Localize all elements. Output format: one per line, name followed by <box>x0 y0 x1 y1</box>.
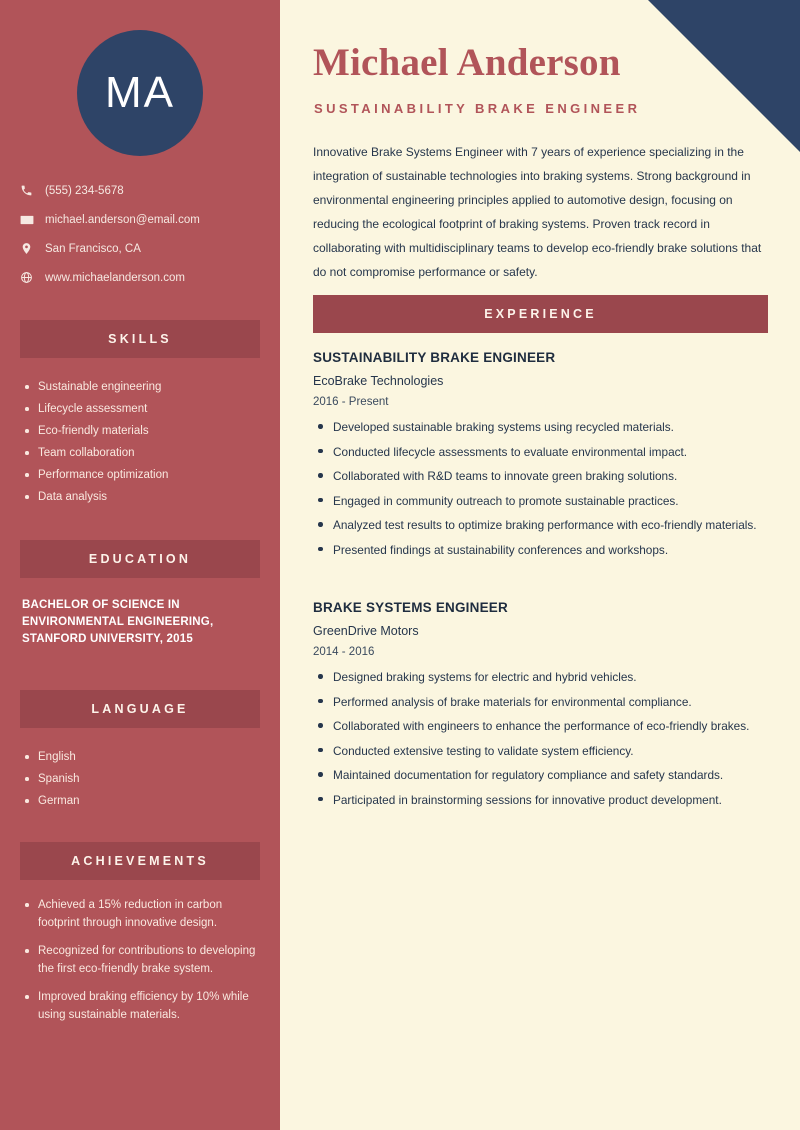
list-item: Participated in brainstorming sessions for innovative product development. <box>313 791 773 809</box>
contact-item-email[interactable] <box>20 205 265 234</box>
list-item: Presented findings at sustainability conferences and workshops. <box>313 541 773 559</box>
list-item: Improved braking efficiency by 10% while using sustainable materials. <box>22 988 262 1024</box>
globe-icon <box>20 268 42 288</box>
experience-role: SUSTAINABILITY BRAKE ENGINEER <box>313 350 556 365</box>
skills-list <box>22 376 262 508</box>
avatar-container <box>0 30 280 156</box>
list-item: Team collaboration <box>22 442 262 464</box>
list-item: Sustainable engineering <box>22 376 262 398</box>
list-item: Data analysis <box>22 486 262 508</box>
contact-item-website[interactable] <box>20 263 265 292</box>
profile-summary: Innovative Brake Systems Engineer with 7 years of experience specializing in the integration of sustainable technologies into braking systems. Strong background in environmental engineering principles applied to automotive design, focusing on reducing the ecological footprint of braking systems. Proven track record in collaborating with multidisciplinary teams to develop eco-friendly brake solutions that do not compromise performance or safety. <box>313 145 762 279</box>
corner-decoration <box>648 0 800 152</box>
avatar: MA <box>77 30 203 156</box>
list-item: Spanish <box>22 768 262 790</box>
experience-company: EcoBrake Technologies <box>313 374 444 388</box>
contact-item-location[interactable] <box>20 234 265 263</box>
experience-entry <box>313 600 773 815</box>
contact-item-phone[interactable] <box>20 176 265 205</box>
list-item: English <box>22 746 262 768</box>
list-item: German <box>22 790 262 812</box>
list-item: Recognized for contributions to developing the first eco-friendly brake system. <box>22 942 262 978</box>
list-item: Conducted extensive testing to validate system efficiency. <box>313 742 773 760</box>
job-title: SUSTAINABILITY BRAKE ENGINEER <box>314 101 641 116</box>
experience-bullets <box>313 418 773 559</box>
list-item: Collaborated with R&D teams to innovate green braking solutions. <box>313 467 773 485</box>
list-item: Performance optimization <box>22 464 262 486</box>
experience-bullets <box>313 668 773 809</box>
email-icon <box>20 210 42 230</box>
page-title: Michael Anderson <box>313 41 621 84</box>
section-heading-skills: SKILLS <box>20 320 260 358</box>
experience-dates: 2016 - Present <box>313 396 389 408</box>
experience-dates: 2014 - 2016 <box>313 646 375 658</box>
contact-text-email: michael.anderson@email.com <box>45 213 200 226</box>
list-item: Achieved a 15% reduction in carbon footprint through innovative design. <box>22 896 262 932</box>
list-item: Lifecycle assessment <box>22 398 262 420</box>
list-item: Developed sustainable braking systems using recycled materials. <box>313 418 773 436</box>
achievements-list <box>22 896 262 1034</box>
section-heading-experience: EXPERIENCE <box>313 295 768 333</box>
main-column <box>280 0 800 1130</box>
contact-text-website: www.michaelanderson.com <box>45 271 185 284</box>
section-heading-language: LANGUAGE <box>20 690 260 728</box>
sidebar <box>0 0 280 1130</box>
phone-icon <box>20 181 42 201</box>
list-item: Designed braking systems for electric and hybrid vehicles. <box>313 668 773 686</box>
list-item: Collaborated with engineers to enhance the performance of eco-friendly brakes. <box>313 717 773 735</box>
education-entry: BACHELOR OF SCIENCE IN ENVIRONMENTAL ENGINEERING, STANFORD UNIVERSITY, 2015 <box>22 599 214 645</box>
list-item: Analyzed test results to optimize braking performance with eco-friendly materials. <box>313 516 773 534</box>
experience-company: GreenDrive Motors <box>313 624 419 638</box>
list-item: Eco-friendly materials <box>22 420 262 442</box>
list-item: Maintained documentation for regulatory compliance and safety standards. <box>313 766 773 784</box>
location-pin-icon <box>20 239 42 259</box>
experience-role: BRAKE SYSTEMS ENGINEER <box>313 600 508 615</box>
language-list <box>22 746 262 812</box>
section-heading-education: EDUCATION <box>20 540 260 578</box>
list-item: Performed analysis of brake materials for environmental compliance. <box>313 693 773 711</box>
list-item: Engaged in community outreach to promote sustainable practices. <box>313 492 773 510</box>
contact-text-phone: (555) 234-5678 <box>45 184 124 197</box>
section-heading-achievements: ACHIEVEMENTS <box>20 842 260 880</box>
experience-entry <box>313 350 773 565</box>
contact-text-location: San Francisco, CA <box>45 242 141 255</box>
contact-list <box>20 176 265 292</box>
list-item: Conducted lifecycle assessments to evaluate environmental impact. <box>313 443 773 461</box>
